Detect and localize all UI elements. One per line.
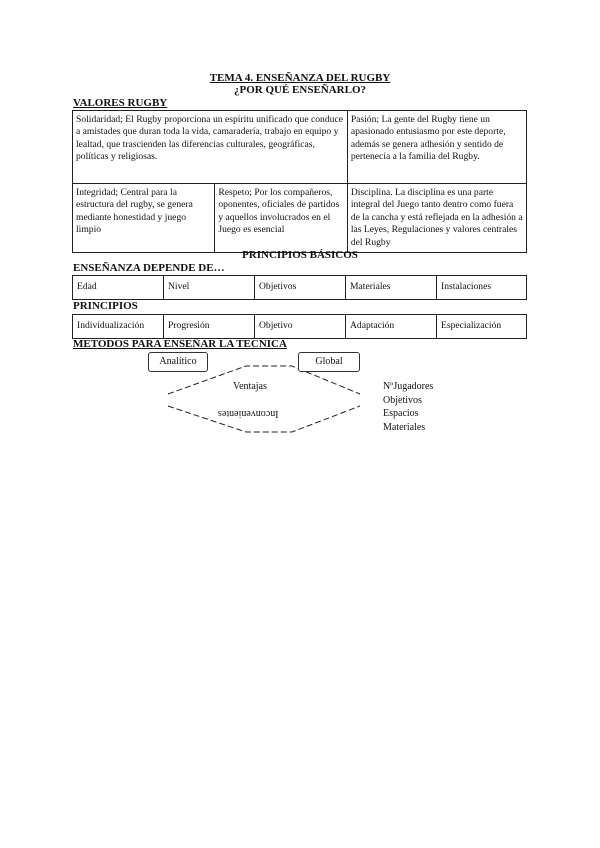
page-title: TEMA 4. ENSEÑANZA DEL RUGBY	[209, 72, 391, 84]
principio-cell: Objetivo	[255, 315, 346, 339]
depende-cell: Materiales	[346, 276, 437, 300]
inconvenientes-label: Inconvenientes	[218, 408, 279, 419]
depende-cell: Instalaciones	[437, 276, 527, 300]
factor-item: NºJugadores	[383, 381, 434, 392]
valores-cell-integridad: Integridad; Central para la estructura del rugby, se genera mediante honestidad y juego limpio	[73, 184, 215, 253]
principios-table	[72, 314, 527, 339]
principio-cell: Individualización	[73, 315, 164, 339]
page-subtitle: ¿POR QUÉ ENSEÑARLO?	[233, 84, 367, 96]
depende-table	[72, 275, 527, 300]
principios-basicos-heading: PRINCIPIOS BÁSICOS	[242, 249, 358, 261]
global-box: Global	[298, 352, 360, 372]
factores-list	[383, 380, 433, 434]
ensenanza-depende-heading: ENSEÑANZA DEPENDE DE…	[73, 262, 225, 274]
factor-item: Materiales	[383, 421, 426, 433]
principio-cell: Especialización	[437, 315, 527, 339]
factor-item: Espacios	[383, 408, 419, 419]
principios-heading: PRINCIPIOS	[73, 300, 138, 312]
valores-cell-respeto: Respeto; Por los compañeros, oponentes, oficiales de partidos y aquellos involucrados en el Juego es esencial	[215, 184, 347, 253]
factor-item: Objetivos	[383, 394, 422, 406]
metodos-diagram-lines	[160, 360, 370, 440]
analitico-box: Analítico	[148, 352, 208, 372]
principio-cell: Progresión	[164, 315, 255, 339]
ventajas-label: Ventajas	[233, 381, 267, 392]
depende-cell: Edad	[73, 276, 164, 300]
valores-cell-disciplina: Disciplina. La disciplina es una parte integral del Juego tanto dentro como fuera de la cancha y está reflejada en la adhesión a las Leyes, Regulaciones y valores centrales del Rugby	[347, 184, 526, 253]
valores-table	[72, 110, 527, 253]
depende-cell: Nivel	[164, 276, 255, 300]
metodos-heading: METODOS PARA ENSEÑAR LA TECNICA	[73, 338, 287, 350]
depende-cell: Objetivos	[255, 276, 346, 300]
principio-cell: Adaptación	[346, 315, 437, 339]
valores-heading: VALORES RUGBY	[73, 97, 168, 109]
valores-cell-solidaridad: Solidaridad; El Rugby proporciona un espíritu unificado que conduce a amistades que duran toda la vida, camaradería, trabajo en equipo y lealtad, que trascienden las diferencias culturales, geográficas, políticas y religiosas.	[73, 111, 348, 184]
valores-cell-pasion: Pasión; La gente del Rugby tiene un apasionado entusiasmo por este deporte, además se genera adhesión y sentido de pertenecía a la familia del Rugby.	[347, 111, 526, 184]
